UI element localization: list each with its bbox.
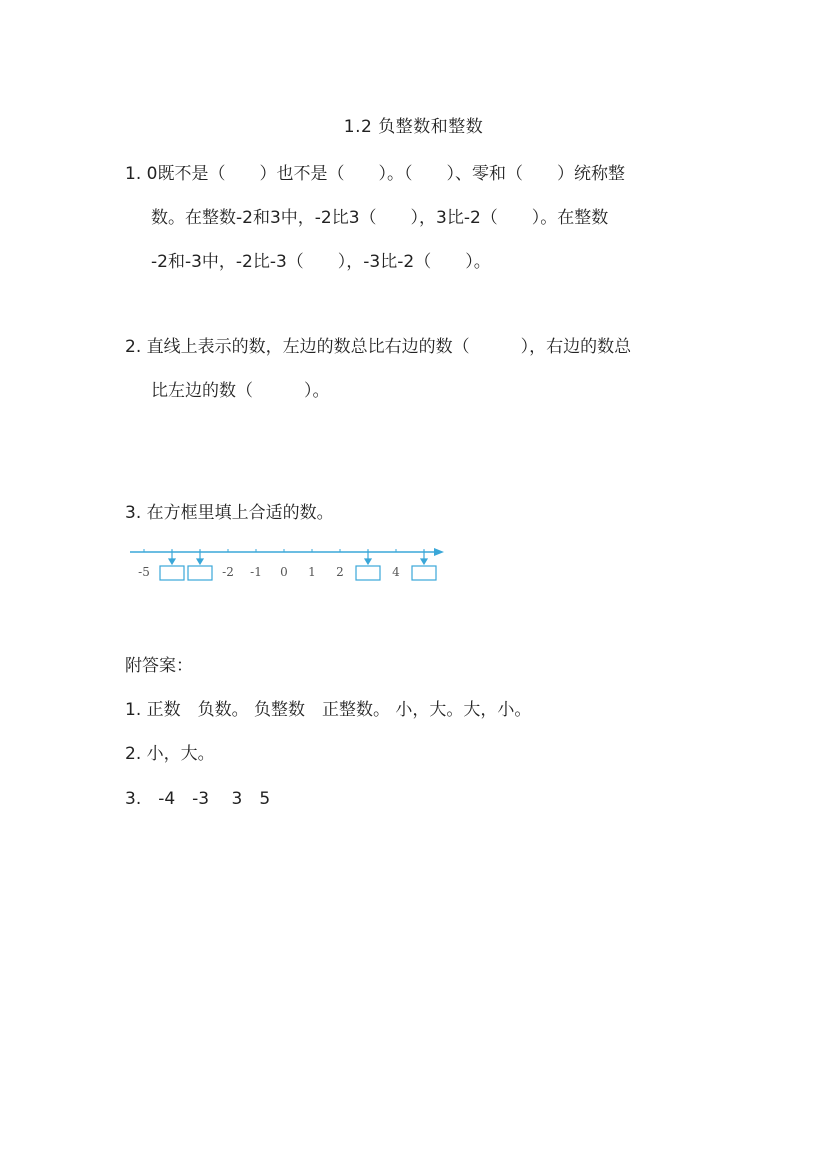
pointer-arrow-head-icon bbox=[169, 559, 175, 564]
answer-box bbox=[188, 566, 212, 580]
pointer-arrow-head-icon bbox=[365, 559, 371, 564]
answer-3: 3. -4 -3 3 5 bbox=[125, 789, 271, 809]
number-line-diagram bbox=[128, 540, 448, 590]
question-2-line-1: 2. 直线上表示的数，左边的数总比右边的数（ ），右边的数总 bbox=[125, 337, 632, 357]
tick-label: -5 bbox=[138, 565, 150, 579]
pointer-arrow-head-icon bbox=[421, 559, 427, 564]
number-line-arrow-icon bbox=[434, 548, 444, 556]
tick-label: -1 bbox=[250, 565, 262, 579]
tick-label: 0 bbox=[280, 565, 288, 579]
question-2-line-2: 比左边的数（ ）。 bbox=[151, 381, 330, 401]
tick-label: -2 bbox=[222, 565, 234, 579]
answer-box bbox=[160, 566, 184, 580]
pointer-arrow-head-icon bbox=[197, 559, 203, 564]
answer-heading: 附答案： bbox=[125, 656, 193, 676]
tick-label: 2 bbox=[336, 565, 344, 579]
question-3: 3. 在方框里填上合适的数。 bbox=[125, 503, 334, 523]
tick-label: 4 bbox=[392, 565, 400, 579]
question-1-line-1: 1. 0既不是（ ）也不是（ ）。（ ）、零和（ ）统称整 bbox=[125, 164, 625, 184]
question-1-line-3: -2和-3中，-2比-3（ ），-3比-2（ ）。 bbox=[151, 252, 491, 272]
answer-1: 1. 正数 负数。 负整数 正整数。 小，大。大，小。 bbox=[125, 700, 532, 720]
page-title: 1.2 负整数和整数 bbox=[343, 117, 484, 137]
tick-label: 1 bbox=[308, 565, 316, 579]
answer-box bbox=[356, 566, 380, 580]
answer-2: 2. 小，大。 bbox=[125, 744, 215, 764]
question-2 bbox=[125, 325, 715, 413]
question-1 bbox=[125, 152, 715, 284]
question-1-line-2: 数。在整数-2和3中，-2比3（ ），3比-2（ ）。在整数 bbox=[151, 208, 609, 228]
answer-box bbox=[412, 566, 436, 580]
